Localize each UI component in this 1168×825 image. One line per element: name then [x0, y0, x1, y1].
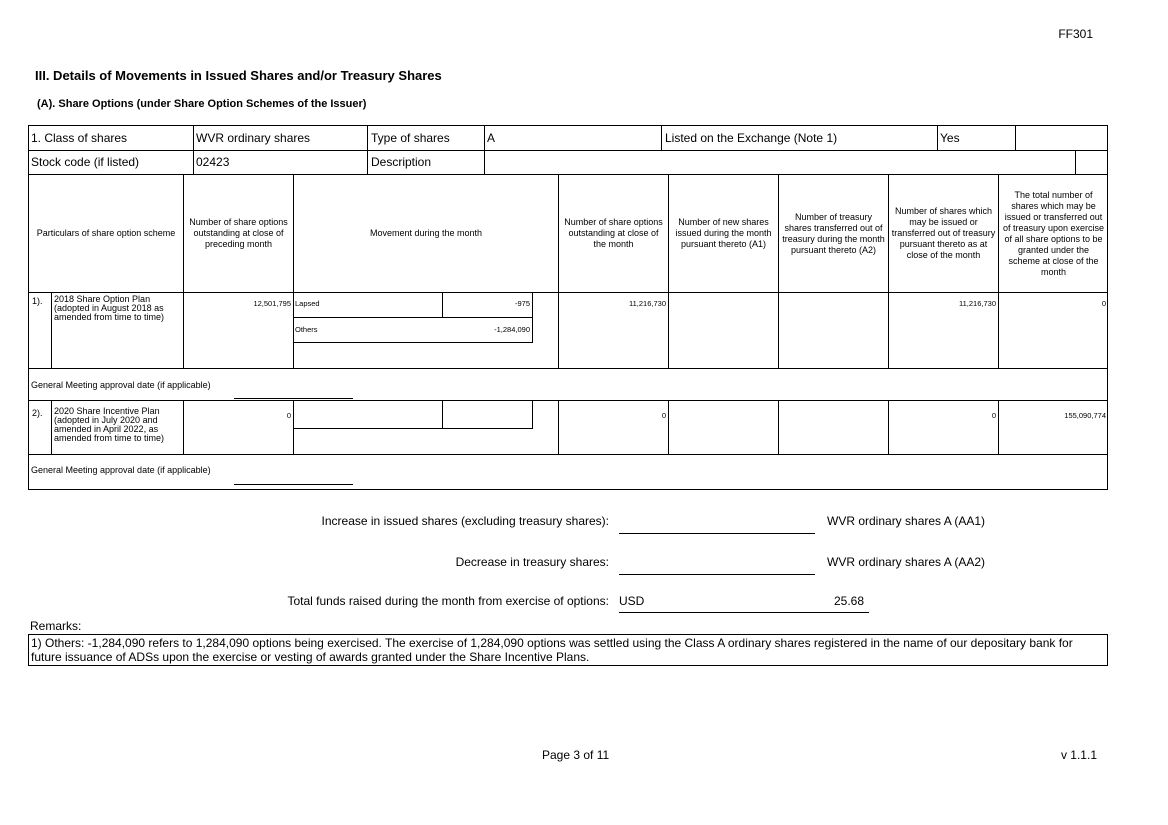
scheme-1-gm-date-line	[234, 398, 353, 399]
scheme-1-total: 0	[1101, 299, 1106, 308]
header-outstanding-prev: Number of share options outstanding at close of preceding month	[189, 217, 288, 249]
header-particulars: Particulars of share option scheme	[36, 228, 176, 238]
section-title: III. Details of Movements in Issued Shares and/or Treasury Shares	[35, 68, 442, 83]
scheme-2-gm-date-line	[234, 484, 353, 485]
header-total-number: The total number of shares which may be issued or transferred out of treasury upon exercise of all share options to be granted under the scheme at close of the month	[1002, 189, 1105, 277]
class-of-shares-label: 1. Class of shares	[31, 131, 128, 145]
increase-unit: WVR ordinary shares A (AA1)	[827, 514, 986, 528]
scheme-2-total: 155,090,774	[1064, 411, 1106, 420]
scheme-1-close: 11,216,730	[629, 299, 666, 308]
increase-label: Increase in issued shares (excluding treasury shares):	[321, 514, 609, 528]
scheme-1-gm-label: General Meeting approval date (if applicable)	[31, 380, 211, 390]
funds-value: 25.68	[834, 594, 865, 608]
class-of-shares-value: WVR ordinary shares	[196, 131, 311, 145]
remarks-label: Remarks:	[30, 619, 82, 633]
header-treasury-transferred: Number of treasury shares transferred out of treasury during the month pursuant thereto (A2)	[782, 211, 885, 255]
header-outstanding-close: Number of share options outstanding at close of the month	[564, 217, 663, 249]
listed-value: Yes	[940, 131, 960, 145]
stock-code-value: 02423	[196, 155, 230, 169]
funds-currency: USD	[619, 594, 645, 608]
scheme-2-prev: 0	[286, 411, 291, 420]
type-of-shares-value: A	[487, 131, 496, 145]
decrease-value-line	[619, 574, 815, 575]
header-movement: Movement during the month	[369, 228, 483, 238]
scheme-1-prev: 12,501,795	[253, 299, 291, 308]
scheme-1-movement-1-value: -975	[514, 299, 530, 308]
scheme-2-name: 2020 Share Incentive Plan (adopted in July 2020 and amended in April 2022, as amended from time to time)	[54, 406, 165, 443]
funds-value-line	[619, 612, 869, 613]
header-new-shares: Number of new shares issued during the month pursuant thereto (A1)	[675, 217, 772, 249]
scheme-1-index: 1).	[32, 296, 43, 306]
scheme-2-may-issue: 0	[991, 411, 996, 420]
scheme-2-gm-label: General Meeting approval date (if applicable)	[31, 465, 211, 475]
scheme-1-movement-2-label: Others	[295, 325, 318, 334]
share-class-info-table	[28, 125, 1108, 175]
remarks-text: 1) Others: -1,284,090 refers to 1,284,090 options being exercised. The exercise of 1,284,090 options was settled using the Class A ordinary shares registered in the name of our depositary bank for future issuance of ADSs upon the exercise or vesting of awards granted under the Share Incentive Plans.	[28, 634, 1108, 666]
subsection-title: (A). Share Options (under Share Option Schemes of the Issuer)	[37, 98, 367, 110]
description-label: Description	[371, 155, 432, 169]
share-options-table	[28, 175, 1108, 490]
scheme-1-movement-1-label: Lapsed	[295, 299, 320, 308]
version-label: v 1.1.1	[1060, 748, 1097, 762]
funds-label: Total funds raised during the month from exercise of options:	[287, 594, 609, 608]
increase-value-line	[619, 533, 815, 534]
form-code: FF301	[1058, 27, 1093, 41]
stock-code-label: Stock code (if listed)	[31, 155, 140, 169]
decrease-label: Decrease in treasury shares:	[455, 555, 609, 569]
scheme-2-index: 2).	[32, 408, 43, 418]
decrease-unit: WVR ordinary shares A (AA2)	[827, 555, 986, 569]
scheme-1-may-issue: 11,216,730	[959, 299, 996, 308]
scheme-2-close: 0	[661, 411, 666, 420]
page-number: Page 3 of 11	[542, 748, 610, 762]
header-may-be-issued: Number of shares which may be issued or transferred out of treasury pursuant thereto as at close of the month	[891, 206, 996, 260]
listed-label: Listed on the Exchange (Note 1)	[665, 131, 838, 145]
scheme-1-name: 2018 Share Option Plan (adopted in August 2018 as amended from time to time)	[54, 294, 165, 322]
type-of-shares-label: Type of shares	[371, 131, 450, 145]
scheme-1-movement-2-value: -1,284,090	[494, 325, 530, 334]
